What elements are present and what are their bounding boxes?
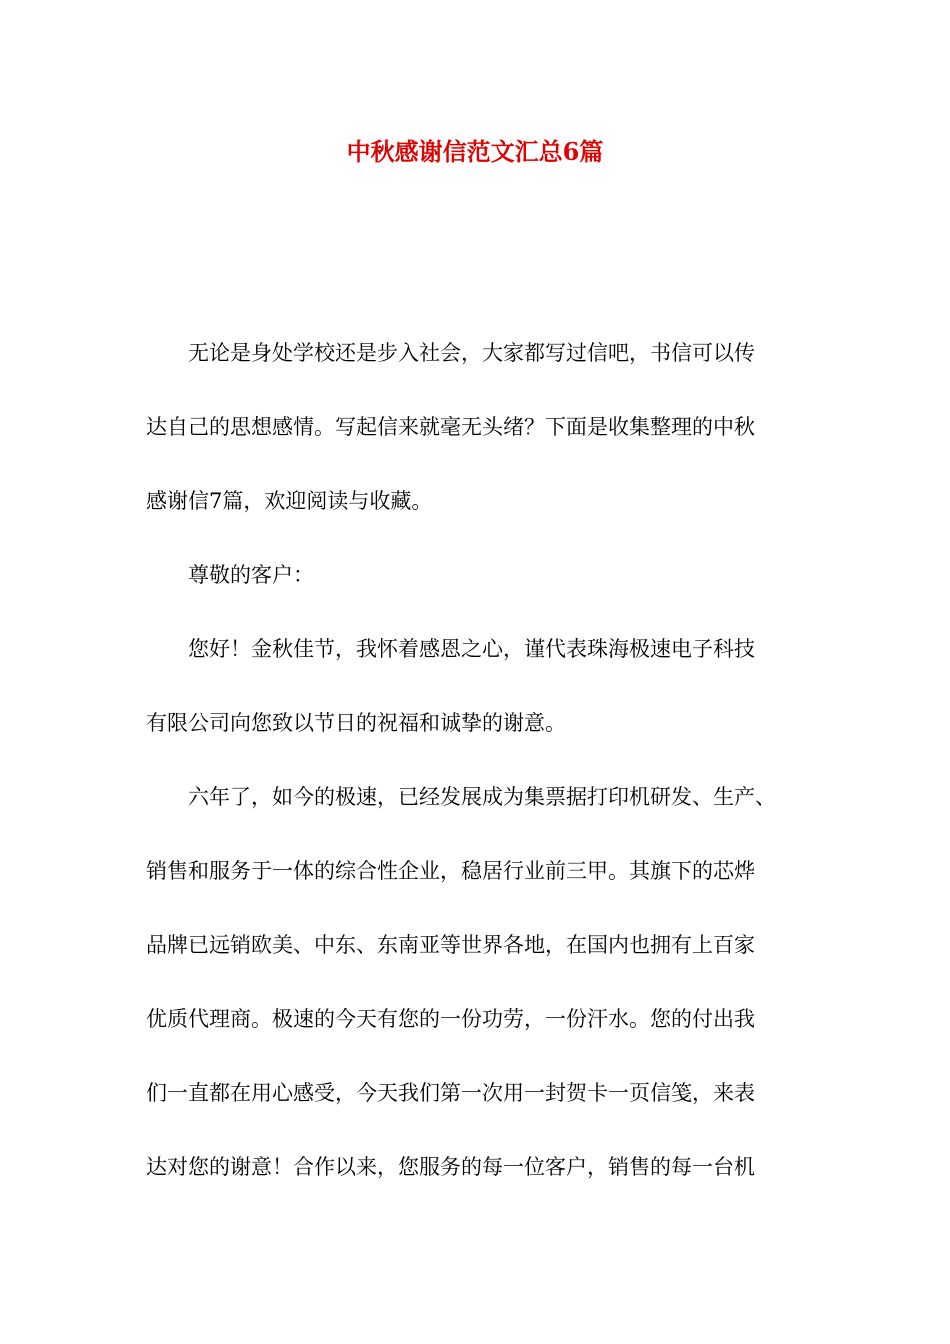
text-line: 品牌已远销欧美、中东、东南亚等世界各地，在国内也拥有上百家 [146, 933, 755, 957]
text-line: 有限公司向您致以节日的祝福和诚挚的谢意。 [146, 711, 566, 735]
text-line: 达对您的谢意！合作以来，您服务的每一位客户，销售的每一台机 [146, 1155, 755, 1179]
paragraph-company-history [146, 760, 816, 1204]
text-line: 达自己的思想感情。写起信来就毫无头绪？下面是收集整理的中秋 [146, 415, 755, 439]
document-body [146, 316, 816, 1204]
text-line: 销售和服务于一体的综合性企业，稳居行业前三甲。其旗下的芯烨 [146, 859, 755, 883]
paragraph-greeting [146, 612, 816, 760]
text-line: 您好！金秋佳节，我怀着感恩之心，谨代表珠海极速电子科技 [188, 637, 755, 661]
text-line: 无论是身处学校还是步入社会，大家都写过信吧，书信可以传 [188, 341, 755, 365]
text-line: 优质代理商。极速的今天有您的一份功劳，一份汗水。您的付出我 [146, 1007, 755, 1031]
document-title: 中秋感谢信范文汇总6篇 [346, 137, 604, 166]
text-line: 感谢信7篇，欢迎阅读与收藏。 [146, 489, 433, 513]
paragraph-salutation [146, 538, 816, 612]
text-line: 尊敬的客户： [188, 563, 314, 587]
text-line: 六年了，如今的极速，已经发展成为集票据打印机研发、生产、 [188, 785, 776, 809]
text-line: 们一直都在用心感受，今天我们第一次用一封贺卡一页信笺，来表 [146, 1081, 755, 1105]
paragraph-intro [146, 316, 816, 538]
